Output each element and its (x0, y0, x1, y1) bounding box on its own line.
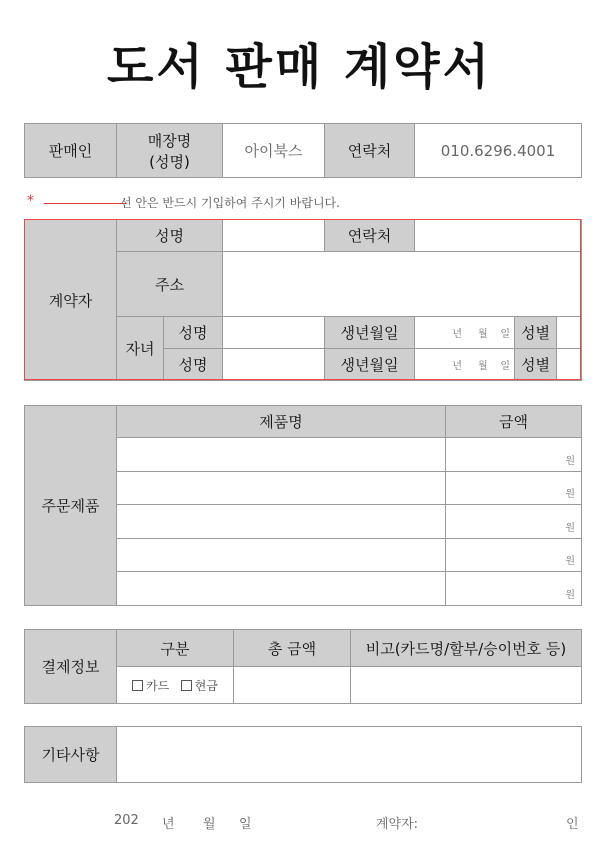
store-name-field[interactable]: 아이북스 (223, 124, 325, 178)
store-name-label-line1: 매장명 (147, 131, 192, 150)
product-row-5[interactable] (117, 572, 446, 606)
contractor-contact-label: 연락처 (325, 220, 415, 252)
footer-month: 월 (203, 817, 216, 832)
amount-row-3[interactable]: 원 (446, 505, 582, 539)
card-label: 카드 (146, 678, 170, 693)
child1-birth-month: 월 (477, 329, 488, 340)
contractor-label: 계약자 (25, 220, 117, 381)
contractor-table (24, 219, 582, 381)
product-row-4[interactable] (117, 539, 446, 572)
seller-table (24, 123, 582, 178)
note-red-line (44, 203, 126, 204)
instruction-note (24, 193, 424, 211)
amount-header: 금액 (446, 406, 582, 438)
card-checkbox-box[interactable] (132, 680, 143, 691)
store-name-label (117, 124, 223, 178)
child1-birth-label: 생년월일 (325, 317, 415, 349)
product-row-2[interactable] (117, 472, 446, 505)
seller-label: 판매인 (25, 124, 117, 178)
contractor-name-label: 성명 (117, 220, 223, 252)
child1-gender-label: 성별 (515, 317, 557, 349)
amount-row-2[interactable]: 원 (446, 472, 582, 505)
product-name-header: 제품명 (117, 406, 446, 438)
order-label: 주문제품 (25, 406, 117, 606)
product-row-1[interactable] (117, 438, 446, 472)
note-text: 선 안은 반드시 기입하여 주시기 바랍니다. (120, 196, 340, 210)
payment-table (24, 629, 582, 704)
contractor-address-label: 주소 (117, 252, 223, 317)
misc-field[interactable] (117, 727, 582, 783)
child2-birth-month: 월 (477, 361, 488, 372)
payment-total-header: 총 금액 (234, 630, 351, 667)
child1-name-label: 성명 (164, 317, 223, 349)
contractor-address-field[interactable] (223, 252, 582, 317)
child2-birth-year: 년 (452, 361, 463, 372)
store-name-label-line2: (성명) (149, 152, 190, 171)
payment-total-field[interactable] (234, 667, 351, 704)
misc-table (24, 726, 582, 783)
child1-name-field[interactable] (223, 317, 325, 349)
footer-signer-label: 계약자: (376, 817, 419, 832)
order-table (24, 405, 582, 606)
child2-birth-label: 생년월일 (325, 349, 415, 381)
amount-row-4[interactable]: 원 (446, 539, 582, 572)
child2-gender-label: 성별 (515, 349, 557, 381)
child2-birth-day: 일 (500, 361, 511, 372)
amount-row-1[interactable]: 원 (446, 438, 582, 472)
misc-label: 기타사항 (25, 727, 117, 783)
product-row-3[interactable] (117, 505, 446, 539)
footer-seal: 인 (566, 817, 579, 832)
child1-birth-field[interactable] (415, 317, 515, 349)
child1-gender-field[interactable] (557, 317, 582, 349)
payment-remarks-field[interactable] (351, 667, 582, 704)
payment-label: 결제정보 (25, 630, 117, 704)
child2-name-label: 성명 (164, 349, 223, 381)
cash-checkbox-box[interactable] (181, 680, 192, 691)
payment-type-header: 구분 (117, 630, 234, 667)
payment-remarks-header: 비고(카드명/할부/승이번호 등) (351, 630, 582, 667)
child2-name-field[interactable] (223, 349, 325, 381)
contractor-contact-field[interactable] (415, 220, 582, 252)
amount-row-5[interactable]: 원 (446, 572, 582, 606)
child1-birth-year: 년 (452, 329, 463, 340)
seller-contact-label: 연락처 (325, 124, 415, 178)
footer-year-suffix: 년 (162, 817, 175, 832)
payment-type-field (117, 667, 234, 704)
seller-contact-field[interactable]: 010.6296.4001 (415, 124, 582, 178)
child2-gender-field[interactable] (557, 349, 582, 381)
contractor-name-field[interactable] (223, 220, 325, 252)
footer-year[interactable]: 202 (114, 813, 139, 828)
cash-checkbox[interactable] (181, 679, 218, 693)
child1-birth-day: 일 (500, 329, 511, 340)
child2-birth-field[interactable] (415, 349, 515, 381)
document-title: 도서 판매 계약서 (107, 39, 492, 95)
children-label: 자녀 (117, 317, 164, 381)
cash-label: 현금 (194, 678, 218, 693)
card-checkbox[interactable] (132, 679, 169, 693)
footer-day: 일 (239, 817, 252, 832)
required-star: * (27, 193, 34, 209)
